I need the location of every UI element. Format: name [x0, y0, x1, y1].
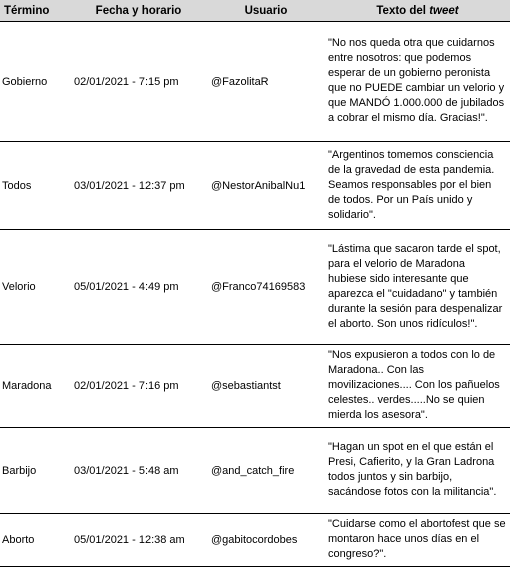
header-user: Usuario: [207, 0, 325, 22]
header-text-prefix: Texto del: [376, 4, 430, 17]
user-cell: @Franco74169583: [207, 230, 325, 345]
table-row: [0, 230, 510, 345]
user-cell: @NestorAnibalNu1: [207, 142, 325, 230]
term-cell: Maradona: [0, 345, 70, 428]
header-text: [325, 0, 510, 22]
term-cell: Todos: [0, 142, 70, 230]
tweet-text-cell: "Hagan un spot en el que están el Presi, Cafierito, y la Gran Ladrona todos juntos y sin barbijo, sacándose fotos con la militancia".: [325, 428, 510, 514]
header-text-italic: tweet: [429, 4, 459, 17]
user-cell: @gabitocordobes: [207, 514, 325, 567]
term-cell: Aborto: [0, 514, 70, 567]
user-cell: @FazolitaR: [207, 22, 325, 142]
term-cell: Barbijo: [0, 428, 70, 514]
term-cell: Gobierno: [0, 22, 70, 142]
date-cell: 03/01/2021 - 12:37 pm: [70, 142, 207, 230]
term-cell: Velorio: [0, 230, 70, 345]
tweet-text-cell: "Lástima que sacaron tarde el spot, para el velorio de Maradona hubiese sido interesante que aparezca el "cuidadano" y también durante la sesión para despenalizar el aborto. Son unos ridículos!".: [325, 230, 510, 345]
user-cell: @and_catch_fire: [207, 428, 325, 514]
date-cell: 05/01/2021 - 4:49 pm: [70, 230, 207, 345]
table-row: [0, 514, 510, 567]
header-row: [0, 0, 510, 22]
tweet-text-cell: "Nos expusieron a todos con lo de Maradona.. Con las movilizaciones.... Con los pañuelos celestes.. verdes.....No se quien mierda los asesora".: [325, 345, 510, 428]
header-date: Fecha y horario: [70, 0, 207, 22]
table-row: [0, 428, 510, 514]
table-row: [0, 345, 510, 428]
date-cell: 02/01/2021 - 7:16 pm: [70, 345, 207, 428]
date-cell: 02/01/2021 - 7:15 pm: [70, 22, 207, 142]
date-cell: 05/01/2021 - 12:38 am: [70, 514, 207, 567]
tweet-text-cell: "Argentinos tomemos consciencia de la gravedad de esta pandemia. Seamos responsables por el bien de todos. Por un País unido y solidario".: [325, 142, 510, 230]
header-term: Término: [0, 0, 70, 22]
date-cell: 03/01/2021 - 5:48 am: [70, 428, 207, 514]
tweet-text-cell: "Cuidarse como el abortofest que se montaron hace unos días en el congreso?".: [325, 514, 510, 567]
table-row: [0, 22, 510, 142]
user-cell: @sebastiantst: [207, 345, 325, 428]
table-row: [0, 142, 510, 230]
tweet-text-cell: "No nos queda otra que cuidarnos entre nosotros: que podemos esperar de un gobierno peronista que no PUEDE cambiar un velorio y que MANDÓ 1.000.000 de jubilados a cobrar el mismo día. Gracias!".: [325, 22, 510, 142]
